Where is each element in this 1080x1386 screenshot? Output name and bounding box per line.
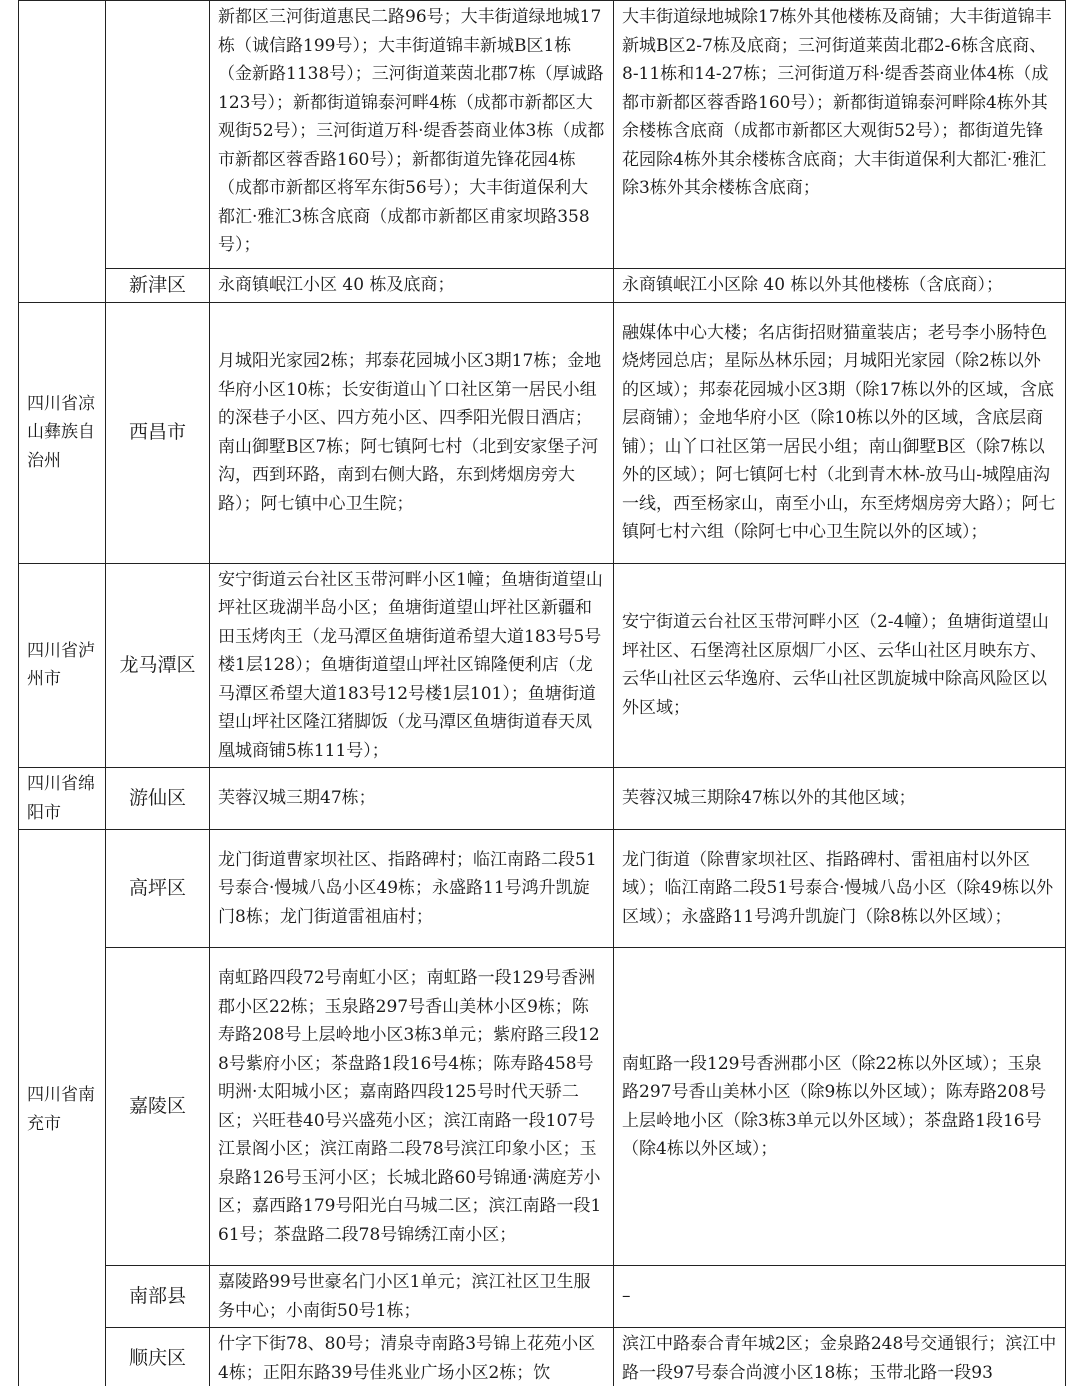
high-risk-cell: 龙门街道曹家坝社区、指路碑村；临江南路二段51号泰合·慢城八岛小区49栋；永盛路11号鸿升凯旋门8栋；龙门街道雷祖庙村；: [210, 830, 614, 948]
district-cell: 高坪区: [106, 830, 210, 948]
risk-area-table: [18, 0, 1066, 1386]
medium-risk-cell: 安宁街道云台社区玉带河畔小区（2-4幢）；鱼塘街道望山坪社区、石堡湾社区原烟厂小区、云华山社区月映东方、云华山社区云华逸府、云华山社区凯旋城中除高风险区以外区域；: [614, 563, 1066, 768]
district-cell: 嘉陵区: [106, 948, 210, 1266]
medium-risk-cell: 融媒体中心大楼；名店街招财猫童装店；老号李小肠特色烧烤园总店；星际丛林乐园；月城阳光家园（除2栋以外的区域）；邦泰花园城小区3期（除17栋以外的区域，含底层商铺）；金地华府小区（除10栋以外的区域，含底层商铺）；山丫口社区第一居民小组；南山御墅B区（除7栋以外的区域）；阿七镇阿七村（北到青木林-放马山-城隍庙沟一线，西至杨家山，南至小山，东至烤烟房旁大路）；阿七镇阿七村六组（除阿七中心卫生院以外的区域）；: [614, 302, 1066, 563]
high-risk-cell: 永商镇岷江小区 40 栋及底商；: [210, 269, 614, 303]
high-risk-cell: 什字下街78、80号；清泉寺南路3号锦上花苑小区4栋；正阳东路39号佳兆业广场小区2栋；饮: [210, 1328, 614, 1386]
province-cell: 四川省凉山彝族自治州: [19, 302, 106, 563]
high-risk-cell: 芙蓉汉城三期47栋；: [210, 768, 614, 830]
district-cell: 顺庆区: [106, 1328, 210, 1386]
district-cell: 西昌市: [106, 302, 210, 563]
high-risk-cell: 南虹路四段72号南虹小区；南虹路一段129号香洲郡小区22栋；玉泉路297号香山美林小区9栋；陈寿路208号上层岭地小区3栋3单元；紫府路三段128号紫府小区；茶盘路1段16号4栋；陈寿路458号明洲·太阳城小区；嘉南路四段125号时代天骄二区；兴旺巷40号兴盛苑小区；滨江南路一段107号江景阁小区；滨江南路二段78号滨江印象小区；玉泉路126号玉河小区；长城北路60号锦通·满庭芳小区；嘉西路179号阳光白马城二区；滨江南路一段161号；茶盘路二段78号锦绣江南小区；: [210, 948, 614, 1266]
table-row: [19, 1328, 1066, 1386]
district-cell: 新津区: [106, 269, 210, 303]
province-cell: 四川省南充市: [19, 830, 106, 1386]
province-cell: [19, 1, 106, 303]
medium-risk-cell: 芙蓉汉城三期除47栋以外的其他区域；: [614, 768, 1066, 830]
district-cell: 游仙区: [106, 768, 210, 830]
district-cell: 龙马潭区: [106, 563, 210, 768]
table-row: [19, 1266, 1066, 1328]
table-row: [19, 302, 1066, 563]
high-risk-cell: 嘉陵路99号世豪名门小区1单元；滨江社区卫生服务中心；小南街50号1栋；: [210, 1266, 614, 1328]
medium-risk-cell: 龙门街道（除曹家坝社区、指路碑村、雷祖庙村以外区域）；临江南路二段51号泰合·慢城八岛小区（除49栋以外区域）；永盛路11号鸿升凯旋门（除8栋以外区域）；: [614, 830, 1066, 948]
province-cell: 四川省泸州市: [19, 563, 106, 768]
table-row: [19, 563, 1066, 768]
high-risk-cell: 安宁街道云台社区玉带河畔小区1幢；鱼塘街道望山坪社区珑湖半岛小区；鱼塘街道望山坪社区新疆和田玉烤肉王（龙马潭区鱼塘街道希望大道183号5号楼1层128）；鱼塘街道望山坪社区锦隆便利店（龙马潭区希望大道183号12号楼1层101）；鱼塘街道望山坪社区隆江猪脚饭（龙马潭区鱼塘街道春天凤凰城商铺5栋111号）；: [210, 563, 614, 768]
high-risk-cell: 月城阳光家园2栋；邦泰花园城小区3期17栋；金地华府小区10栋；长安街道山丫口社区第一居民小组的深巷子小区、四方苑小区、四季阳光假日酒店；南山御墅B区7栋；阿七镇阿七村（北到安家堡子河沟，西到环路，南到右侧大路，东到烤烟房旁大路）；阿七镇中心卫生院；: [210, 302, 614, 563]
medium-risk-cell: 南虹路一段129号香洲郡小区（除22栋以外区域）；玉泉路297号香山美林小区（除9栋以外区域）；陈寿路208号上层岭地小区（除3栋3单元以外区域）；茶盘路1段16号（除4栋以外区域）；: [614, 948, 1066, 1266]
medium-risk-cell: 永商镇岷江小区除 40 栋以外其他楼栋（含底商）；: [614, 269, 1066, 303]
medium-risk-cell: 滨江中路泰合青年城2区；金泉路248号交通银行；滨江中路一段97号泰合尚渡小区18栋；玉带北路一段93: [614, 1328, 1066, 1386]
district-cell: [106, 1, 210, 269]
table-row: [19, 948, 1066, 1266]
medium-risk-cell: –: [614, 1266, 1066, 1328]
medium-risk-cell: 大丰街道绿地城除17栋外其他楼栋及商铺；大丰街道锦丰新城B区2-7栋及底商；三河街道莱茵北郡2-6栋含底商、8-11栋和14-27栋；三河街道万科·缇香荟商业体4栋（成都市新都区蓉香路160号）；新都街道锦泰河畔除4栋外其余楼栋含底商（成都市新都区大观街52号）；都街道先锋花园除4栋外其余楼栋含底商；大丰街道保利大都汇·雅汇除3栋外其余楼栋含底商；: [614, 1, 1066, 269]
table-row: [19, 1, 1066, 269]
province-cell: 四川省绵阳市: [19, 768, 106, 830]
district-cell: 南部县: [106, 1266, 210, 1328]
high-risk-cell: 新都区三河街道惠民二路96号；大丰街道绿地城17栋（诚信路199号）；大丰街道锦丰新城B区1栋（金新路1138号）；三河街道莱茵北郡7栋（厚诚路123号）；新都街道锦泰河畔4栋（成都市新都区大观街52号）；三河街道万科·缇香荟商业体3栋（成都市新都区蓉香路160号）；新都街道先锋花园4栋（成都市新都区将军东街56号）；大丰街道保利大都汇·雅汇3栋含底商（成都市新都区甫家坝路358号）；: [210, 1, 614, 269]
table-row: [19, 768, 1066, 830]
table-row: [19, 269, 1066, 303]
table-row: [19, 830, 1066, 948]
